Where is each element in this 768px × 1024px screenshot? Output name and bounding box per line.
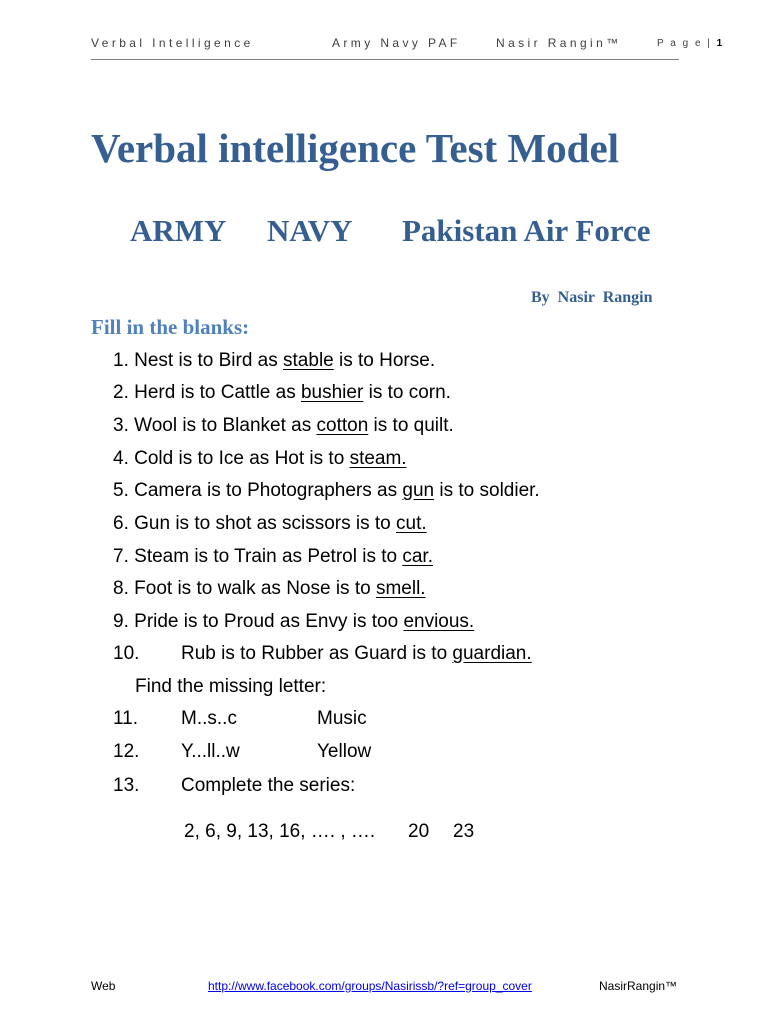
item-question: Cold is to Ice as Hot is to — [134, 448, 350, 469]
item-number: 8. — [113, 578, 129, 599]
list-item — [113, 415, 454, 437]
item-question-end: is to corn. — [363, 382, 451, 403]
item-10-number: 10. — [113, 643, 140, 664]
list-item — [113, 448, 407, 470]
item-number: 3. — [113, 415, 129, 436]
item-10-text — [181, 643, 532, 665]
item-12-puzzle: Y...ll..w — [181, 741, 240, 762]
item-answer: cut. — [396, 513, 427, 534]
item-question: Nest is to Bird as — [134, 350, 284, 371]
list-item — [113, 578, 426, 600]
item-answer: bushier — [300, 382, 364, 403]
item-10-answer: guardian. — [452, 643, 532, 664]
page-number: 1 — [716, 38, 723, 49]
item-11-puzzle: M..s..c — [181, 708, 237, 729]
subtitle-paf: Pakistan Air Force — [402, 213, 651, 248]
item-answer: cotton — [316, 415, 369, 436]
list-item — [113, 382, 451, 404]
item-answer: smell. — [375, 578, 426, 599]
item-question: Wool is to Blanket as — [134, 415, 317, 436]
item-13-number: 13. — [113, 775, 140, 796]
footer-facebook-link[interactable]: http://www.facebook.com/groups/Nasirissb/?ref=group_cover — [208, 979, 532, 993]
item-question: Camera is to Photographers as — [134, 480, 403, 501]
item-11-answer: Music — [317, 708, 367, 729]
item-question-end: is to Horse. — [333, 350, 436, 371]
list-item — [113, 611, 474, 633]
missing-letter-heading: Find the missing letter: — [135, 676, 327, 697]
byline: By Nasir Rangin — [531, 289, 653, 306]
item-question-end: is to quilt. — [368, 415, 454, 436]
item-answer: car. — [402, 546, 433, 567]
header-divider — [91, 59, 679, 60]
page-title: Verbal intelligence Test Model — [91, 125, 620, 171]
series-sequence: 2, 6, 9, 13, 16, …. , …. — [184, 821, 376, 842]
item-question-end: is to soldier. — [434, 480, 540, 501]
item-answer: envious. — [403, 611, 475, 632]
item-number: 2. — [113, 382, 129, 403]
series-answer-2: 23 — [453, 821, 475, 842]
item-12-number: 12. — [113, 741, 140, 762]
footer-author: NasirRangin™ — [599, 979, 678, 993]
item-number: 7. — [113, 546, 129, 567]
list-item — [113, 480, 540, 502]
item-answer: gun — [402, 480, 435, 501]
header-page-indicator — [657, 38, 722, 49]
header-author: Nasir Rangin™ — [496, 36, 622, 50]
item-question: Pride is to Proud as Envy is too — [134, 611, 404, 632]
footer-web-label: Web — [91, 979, 116, 993]
item-number: 6. — [113, 513, 129, 534]
item-number: 4. — [113, 448, 129, 469]
item-12-answer: Yellow — [317, 741, 372, 762]
list-item — [113, 350, 435, 372]
list-item — [113, 546, 433, 568]
item-13-text: Complete the series: — [181, 775, 356, 796]
list-item — [113, 513, 427, 535]
subtitle-navy: NAVY — [267, 213, 353, 248]
series-answer-1: 20 — [408, 821, 430, 842]
subtitle-army: ARMY — [130, 213, 227, 248]
item-question: Foot is to walk as Nose is to — [134, 578, 376, 599]
item-number: 1. — [113, 350, 129, 371]
item-number: 9. — [113, 611, 129, 632]
page-label: P a g e | — [657, 38, 712, 49]
item-question: Gun is to shot as scissors is to — [134, 513, 397, 534]
item-10-question: Rub is to Rubber as Guard is to — [181, 643, 453, 664]
item-number: 5. — [113, 480, 129, 501]
item-11-number: 11. — [113, 708, 139, 729]
item-question: Steam is to Train as Petrol is to — [134, 546, 403, 567]
header-services: Army Navy PAF — [332, 36, 461, 50]
item-answer: steam. — [349, 448, 407, 469]
section-title: Fill in the blanks: — [91, 315, 250, 339]
header-doc-title: Verbal Intelligence — [91, 36, 254, 50]
item-answer: stable — [283, 350, 334, 371]
item-question: Herd is to Cattle as — [134, 382, 301, 403]
